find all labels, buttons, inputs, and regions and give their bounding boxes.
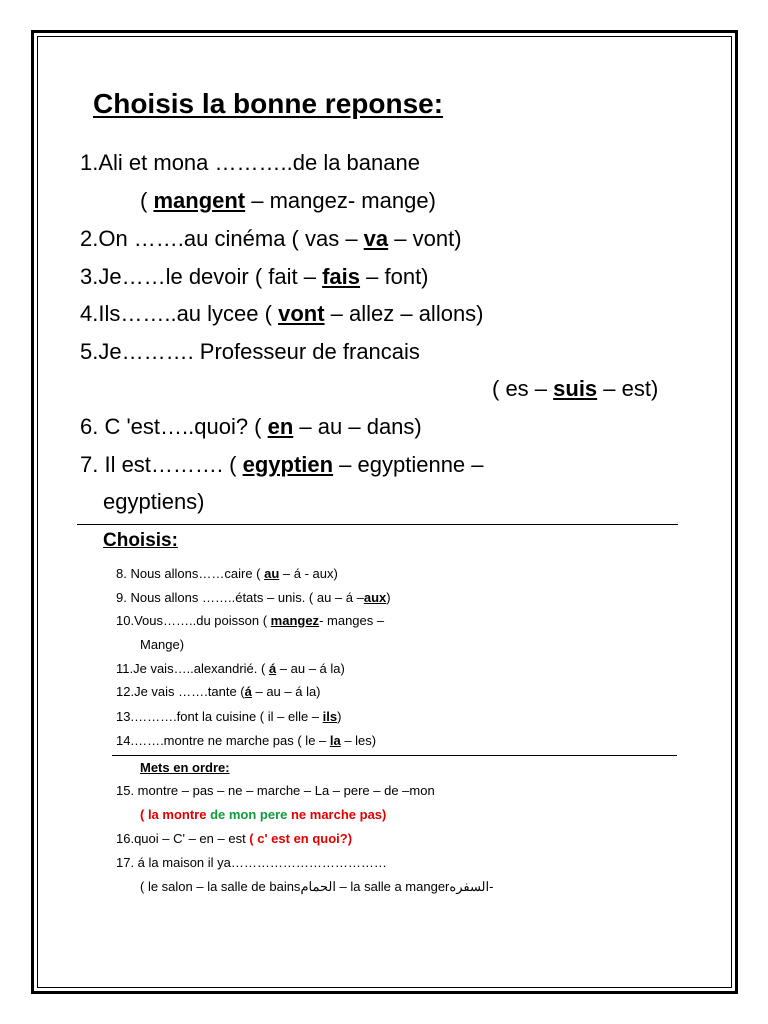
question-13: 13.……….font la cuisine ( il – elle – ils) — [116, 709, 342, 724]
answer-13: ils — [322, 709, 338, 724]
question-5: 5.Je………. Professeur de francais — [80, 339, 420, 364]
answer-15-highlight: de mon pere — [210, 807, 288, 822]
question-15-answer: ( la montre de mon pere ne marche pas) — [140, 807, 387, 822]
answer-6: en — [267, 414, 294, 439]
section-divider — [77, 524, 678, 525]
answer-1: mangent — [153, 188, 246, 213]
answer-10: mangez — [270, 613, 320, 628]
question-10-continued: Mange) — [140, 637, 185, 652]
question-7-continued: egyptiens) — [103, 489, 205, 514]
question-11: 11.Je vais…..alexandrié. ( á – au – á la) — [116, 661, 345, 676]
section-heading-mets-en-ordre: Mets en ordre: — [140, 760, 230, 775]
question-17-options: ( le salon – la salle de bainsالحمام – la salle a mangerالسفره- — [140, 879, 494, 894]
question-1-options: ( mangent – mangez- mange) — [140, 188, 436, 213]
answer-3: fais — [322, 264, 361, 289]
answer-16: ( c' est en quoi?) — [249, 831, 353, 846]
answer-12: á — [244, 684, 252, 699]
question-4: 4.Ils……..au lycee ( vont – allez – allons) — [80, 301, 484, 326]
question-2: 2.On …….au cinéma ( vas – va – vont) — [80, 226, 462, 251]
answer-8: au — [264, 566, 280, 581]
question-7: 7. Il est………. ( egyptien – egyptienne – — [80, 452, 484, 477]
question-12: 12.Je vais …….tante (á – au – á la) — [116, 684, 321, 699]
question-9: 9. Nous allons ……..états – unis. ( au – á –aux) — [116, 590, 391, 605]
question-15: 15. montre – pas – ne – marche – La – pere – de –mon — [116, 783, 435, 798]
question-8: 8. Nous allons……caire ( au – á - aux) — [116, 566, 338, 581]
question-17: 17. á la maison il ya……………………………… — [116, 855, 387, 870]
question-14: 14.…….montre ne marche pas ( le – la – les) — [116, 733, 377, 748]
answer-11: á — [268, 661, 277, 676]
question-6: 6. C 'est…..quoi? ( en – au – dans) — [80, 414, 422, 439]
question-3: 3.Je……le devoir ( fait – fais – font) — [80, 264, 429, 289]
section-heading-choisis: Choisis: — [103, 530, 178, 551]
answer-7: egyptien — [242, 452, 334, 477]
question-5-options: ( es – suis – est) — [492, 376, 659, 401]
question-16: 16.quoi – C' – en – est ( c' est en quoi?) — [116, 831, 353, 846]
question-10: 10.Vous……..du poisson ( mangez- manges – — [116, 613, 385, 628]
answer-14: la — [329, 733, 341, 748]
answer-5: suis — [553, 376, 598, 401]
page-title: Choisis la bonne reponse: — [93, 88, 444, 119]
answer-2: va — [363, 226, 389, 251]
question-1: 1.Ali et mona ………..de la banane — [80, 150, 420, 175]
answer-4: vont — [278, 301, 325, 326]
answer-9: aux — [363, 590, 387, 605]
section-divider-2 — [112, 755, 677, 756]
